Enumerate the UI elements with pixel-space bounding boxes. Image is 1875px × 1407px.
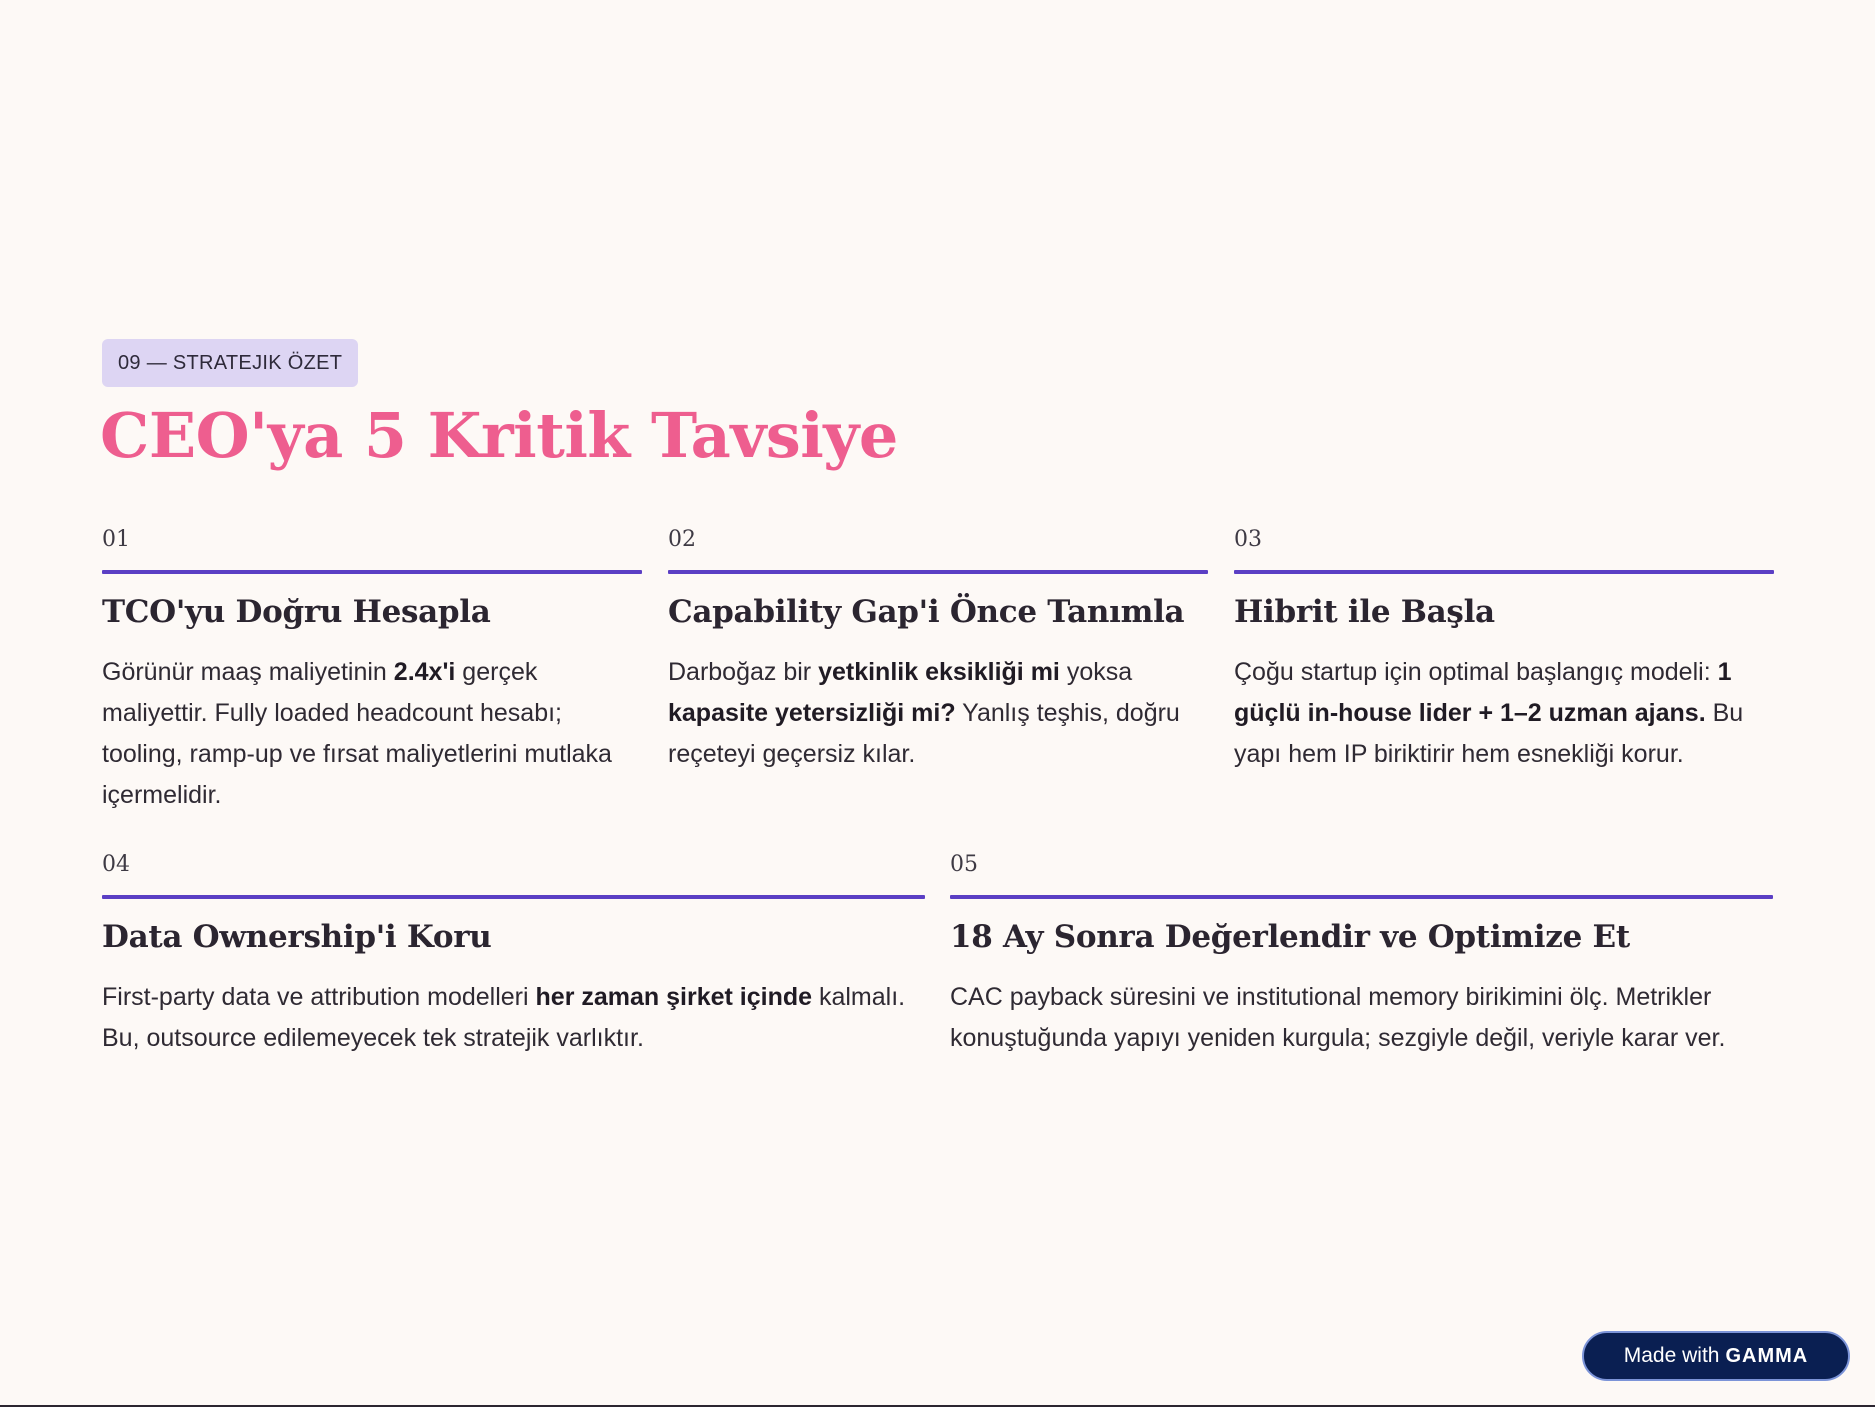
card-body-text: Darboğaz bir	[668, 658, 819, 686]
card-number: 02	[668, 527, 696, 552]
gamma-logo: GAMMA	[1725, 1344, 1809, 1367]
card-body-text: Çoğu startup için optimal başlangıç modeli:	[1234, 658, 1718, 686]
card-divider	[668, 570, 1208, 574]
recommendation-card-5	[950, 845, 1773, 1059]
recommendation-card-3	[1234, 520, 1774, 775]
made-with-label: Made with	[1623, 1344, 1720, 1367]
page-title: CEO'ya 5 Kritik Tavsiye	[100, 399, 898, 472]
card-body-emphasis: 1 güçlü in-house lider + 1–2 uzman ajans.	[1234, 658, 1732, 727]
card-body-text: yoksa	[1059, 658, 1133, 686]
card-heading: Data Ownership'i Koru	[102, 919, 492, 955]
card-heading: Hibrit ile Başla	[1234, 594, 1495, 630]
card-body	[950, 977, 1773, 1059]
card-body	[102, 652, 642, 816]
recommendation-card-1	[102, 520, 642, 816]
card-divider	[950, 895, 1773, 899]
card-body-text: First-party data ve attribution modelleri	[102, 983, 536, 1011]
card-number: 03	[1234, 527, 1262, 552]
card-body-text: Görünür maaş maliyetinin	[102, 658, 394, 686]
card-heading: Capability Gap'i Önce Tanımla	[668, 594, 1185, 630]
card-heading: TCO'yu Doğru Hesapla	[102, 594, 491, 630]
card-number: 01	[102, 527, 130, 552]
card-body-text: CAC payback süresini ve institutional memory birikimini ölç. Metrikler konuştuğunda yapıyı yeniden kurgula; sezgiyle değil, veriyle karar ver.	[950, 983, 1726, 1052]
card-body-text: Bu yapı hem IP biriktirir hem esnekliği korur.	[1234, 699, 1744, 768]
card-divider	[102, 895, 925, 899]
recommendation-card-2	[668, 520, 1208, 775]
section-badge: 09 — STRATEJIK ÖZET	[102, 339, 358, 387]
card-body-emphasis: her zaman şirket içinde	[535, 983, 813, 1011]
card-number: 05	[950, 852, 978, 877]
card-body	[1234, 652, 1774, 775]
card-divider	[102, 570, 642, 574]
card-body	[102, 977, 925, 1059]
card-body-emphasis: kapasite yetersizliği mi?	[668, 699, 956, 727]
card-divider	[1234, 570, 1774, 574]
card-body-text: kalmalı. Bu, outsource edilemeyecek tek stratejik varlıktır.	[102, 983, 906, 1052]
made-with-gamma-button[interactable]	[1582, 1331, 1850, 1381]
card-heading: 18 Ay Sonra Değerlendir ve Optimize Et	[950, 919, 1630, 955]
card-body-emphasis: yetkinlik eksikliği mi	[818, 658, 1060, 686]
card-body-text: Yanlış teşhis, doğru reçeteyi geçersiz kılar.	[668, 699, 1180, 768]
card-body-emphasis: 2.4x'i	[393, 658, 456, 686]
card-number: 04	[102, 852, 130, 877]
card-body	[668, 652, 1208, 775]
card-body-text: gerçek maliyettir. Fully loaded headcount hesabı; tooling, ramp-up ve fırsat maliyetlerini mutlaka içermelidir.	[102, 658, 612, 809]
recommendation-card-4	[102, 845, 925, 1059]
